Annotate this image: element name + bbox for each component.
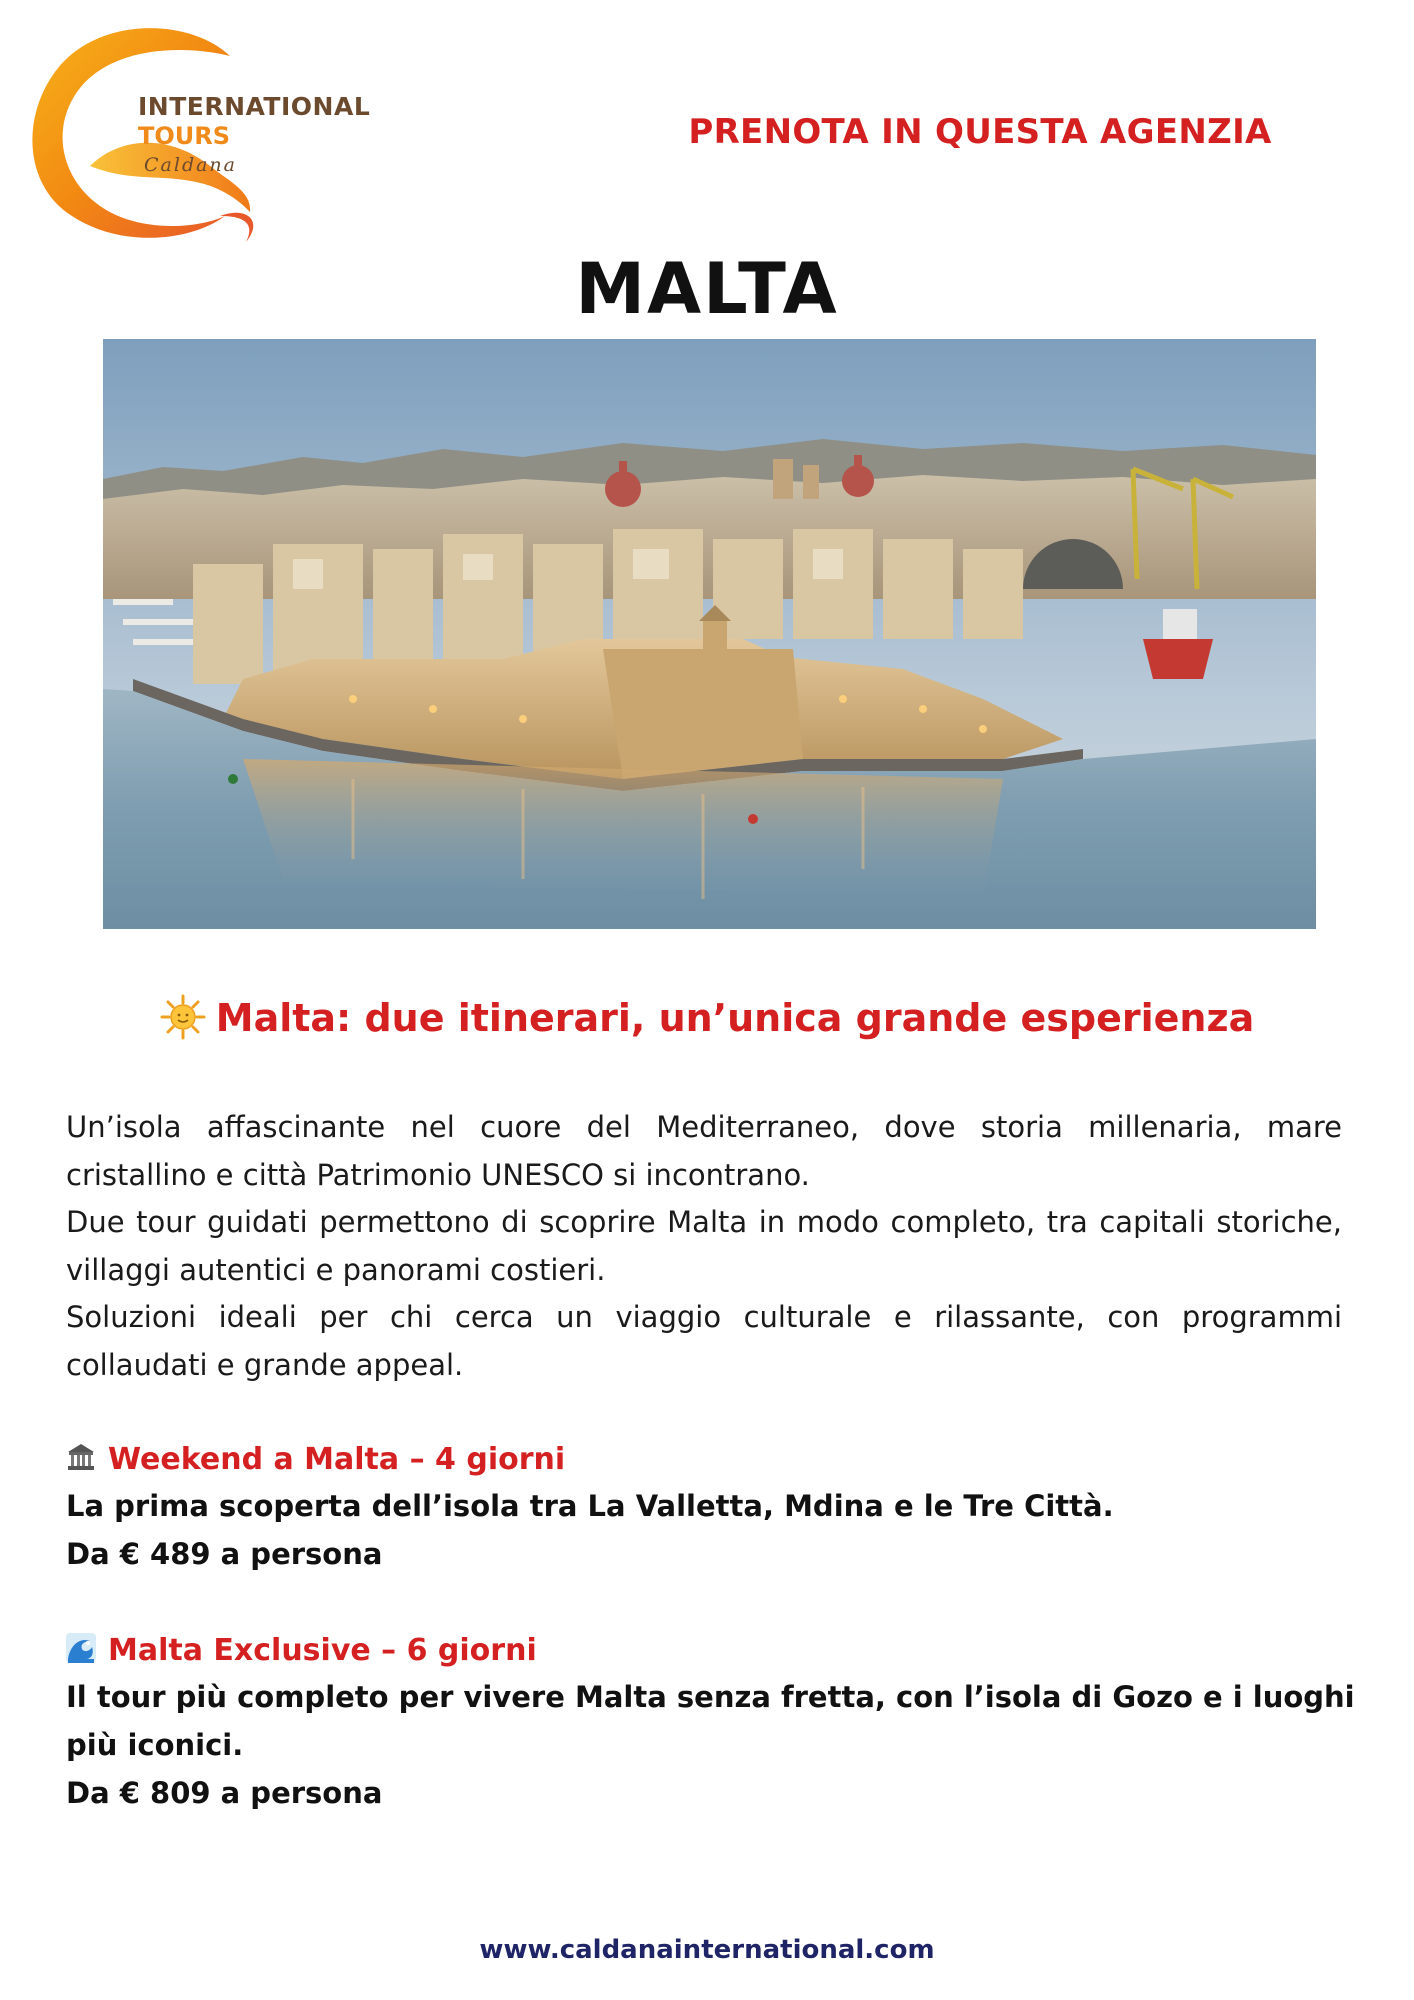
logo-wordmark-line1: INTERNATIONAL (138, 92, 371, 121)
tour-card-exclusive (66, 1629, 1366, 1817)
website-link[interactable]: www.caldanainternational.com (479, 1935, 935, 1965)
harbour-photo-icon (103, 339, 1316, 929)
brand-logo (20, 16, 410, 256)
book-in-agency-tagline: PRENOTA IN QUESTA AGENZIA (688, 112, 1272, 152)
hero-photo (103, 339, 1316, 929)
intro-paragraph: Un’isola affascinante nel cuore del Mediterraneo, dove storia millenaria, mare cristallino e città Patrimonio UNESCO si incontrano. (66, 1110, 1342, 1192)
classical-building-icon (66, 1442, 96, 1472)
tour-card-weekend (66, 1438, 1366, 1578)
intro-text (66, 1104, 1342, 1389)
tour-description: Il tour più completo per vivere Malta senza fretta, con l’isola di Gozo e i luoghi più iconici. (66, 1680, 1355, 1762)
tour-price: Da € 809 a persona (66, 1776, 383, 1810)
tour-title-text: Malta Exclusive – 6 giorni (108, 1633, 537, 1668)
section-heading-text: Malta: due itinerari, un’unica grande esperienza (215, 996, 1255, 1040)
sun-icon (160, 994, 206, 1040)
intro-paragraph: Soluzioni ideali per chi cerca un viaggio culturale e rilassante, con programmi collaudati e grande appeal. (66, 1300, 1342, 1382)
logo-wordmark-line3: Caldana (144, 154, 237, 176)
tour-price: Da € 489 a persona (66, 1537, 383, 1571)
tour-title (66, 1629, 1366, 1673)
water-wave-icon (66, 1633, 96, 1663)
intro-paragraph: Due tour guidati permettono di scoprire Malta in modo completo, tra capitali storiche, villaggi autentici e panorami costieri. (66, 1205, 1342, 1287)
tour-description: La prima scoperta dell’isola tra La Valletta, Mdina e le Tre Città. (66, 1489, 1114, 1523)
tour-title (66, 1438, 1366, 1482)
tour-title-text: Weekend a Malta – 4 giorni (108, 1442, 566, 1477)
logo-wordmark-line2: TOURS (138, 122, 231, 150)
page-title: MALTA (575, 248, 839, 330)
section-heading (0, 996, 1414, 1044)
